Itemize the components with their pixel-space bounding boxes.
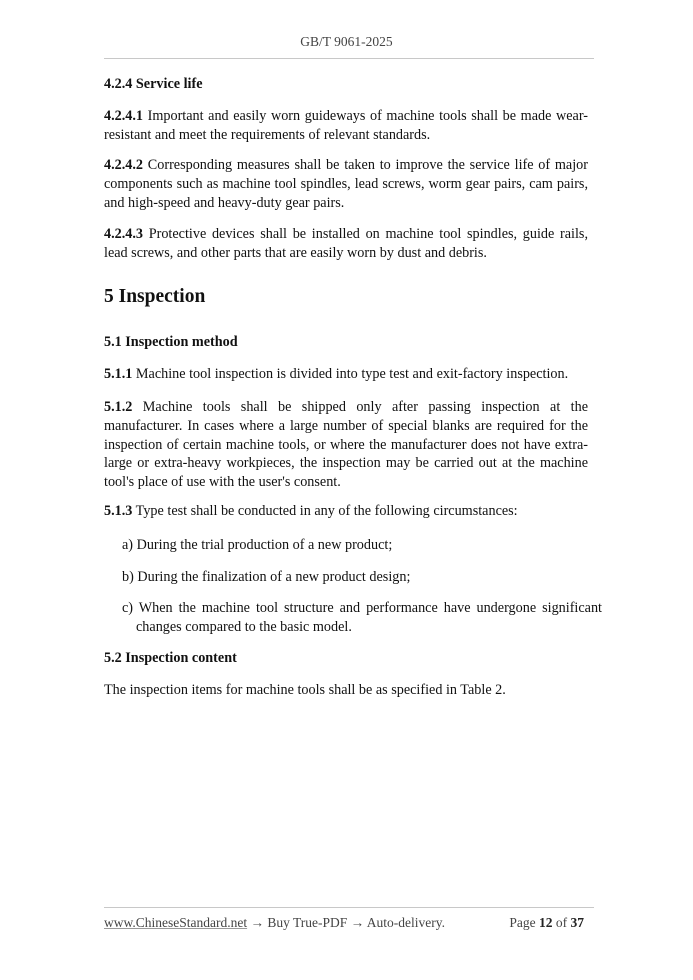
arrow-icon: → bbox=[247, 915, 268, 930]
clause-4-2-4-1 bbox=[104, 107, 588, 145]
footer bbox=[104, 915, 584, 931]
clause-number: 5.1.3 bbox=[104, 503, 133, 519]
clause-number: 4.2.4.2 bbox=[104, 157, 144, 173]
of-label: of bbox=[552, 915, 571, 930]
clause-number: 4.2.4.3 bbox=[104, 226, 144, 242]
website-link[interactable]: www.ChineseStandard.net bbox=[104, 915, 248, 930]
clause-text: Machine tools shall be shipped only after passing inspection at the manufacturer. In cases where a large number of special blanks are required for the inspection of certain machine tools, or where the manufacturer does not have extra-large or extra-heavy workpieces, the inspection may be carried out at the machine tool's place of use with the user's consent. bbox=[104, 399, 588, 491]
section-heading-5-2: 5.2 Inspection content bbox=[104, 650, 237, 666]
clause-number: 5.1.2 bbox=[104, 399, 133, 415]
footer-divider bbox=[104, 907, 594, 908]
page-indicator bbox=[509, 915, 584, 931]
list-item: b) During the finalization of a new product design; bbox=[122, 569, 411, 585]
clause-4-2-4-2 bbox=[104, 156, 588, 212]
clause-5-1-3 bbox=[104, 502, 588, 521]
page-number: 12 bbox=[539, 915, 553, 930]
clause-number: 4.2.4.1 bbox=[104, 108, 144, 124]
clause-5-1-2 bbox=[104, 398, 588, 492]
delivery-text: Auto-delivery. bbox=[366, 915, 446, 930]
chapter-heading-5: 5 Inspection bbox=[104, 286, 206, 307]
section-heading-4-2-4: 4.2.4 Service life bbox=[104, 76, 203, 92]
section-heading-5-1: 5.1 Inspection method bbox=[104, 334, 238, 350]
clause-4-2-4-3 bbox=[104, 225, 588, 263]
list-item: a) During the trial production of a new product; bbox=[122, 537, 393, 553]
document-id-header: GB/T 9061-2025 bbox=[300, 34, 393, 49]
paragraph-5-2: The inspection items for machine tools shall be as specified in Table 2. bbox=[104, 682, 506, 698]
clause-5-1-1 bbox=[104, 365, 588, 384]
arrow-icon: → bbox=[347, 915, 367, 930]
clause-text: Machine tool inspection is divided into type test and exit-factory inspection. bbox=[132, 366, 569, 382]
header-divider bbox=[104, 58, 594, 59]
clause-text: Corresponding measures shall be taken to improve the service life of major components such as machine tool spindles, lead screws, worm gear pairs, cam pairs, and high-speed and heavy-duty gear pairs. bbox=[104, 157, 588, 211]
clause-number: 5.1.1 bbox=[104, 366, 133, 382]
clause-text: Type test shall be conducted in any of the following circumstances: bbox=[132, 503, 518, 519]
page-label: Page bbox=[509, 915, 539, 930]
page-total: 37 bbox=[570, 915, 584, 930]
list-item: c) When the machine tool structure and performance have undergone significant changes compared to the basic model. bbox=[122, 600, 602, 635]
clause-text: Important and easily worn guideways of machine tools shall be made wear-resistant and meet the requirements of relevant standards. bbox=[104, 108, 588, 143]
buy-text: Buy True-PDF bbox=[267, 915, 348, 930]
clause-text: Protective devices shall be installed on machine tool spindles, guide rails, lead screws, and other parts that are easily worn by dust and debris. bbox=[104, 226, 588, 261]
